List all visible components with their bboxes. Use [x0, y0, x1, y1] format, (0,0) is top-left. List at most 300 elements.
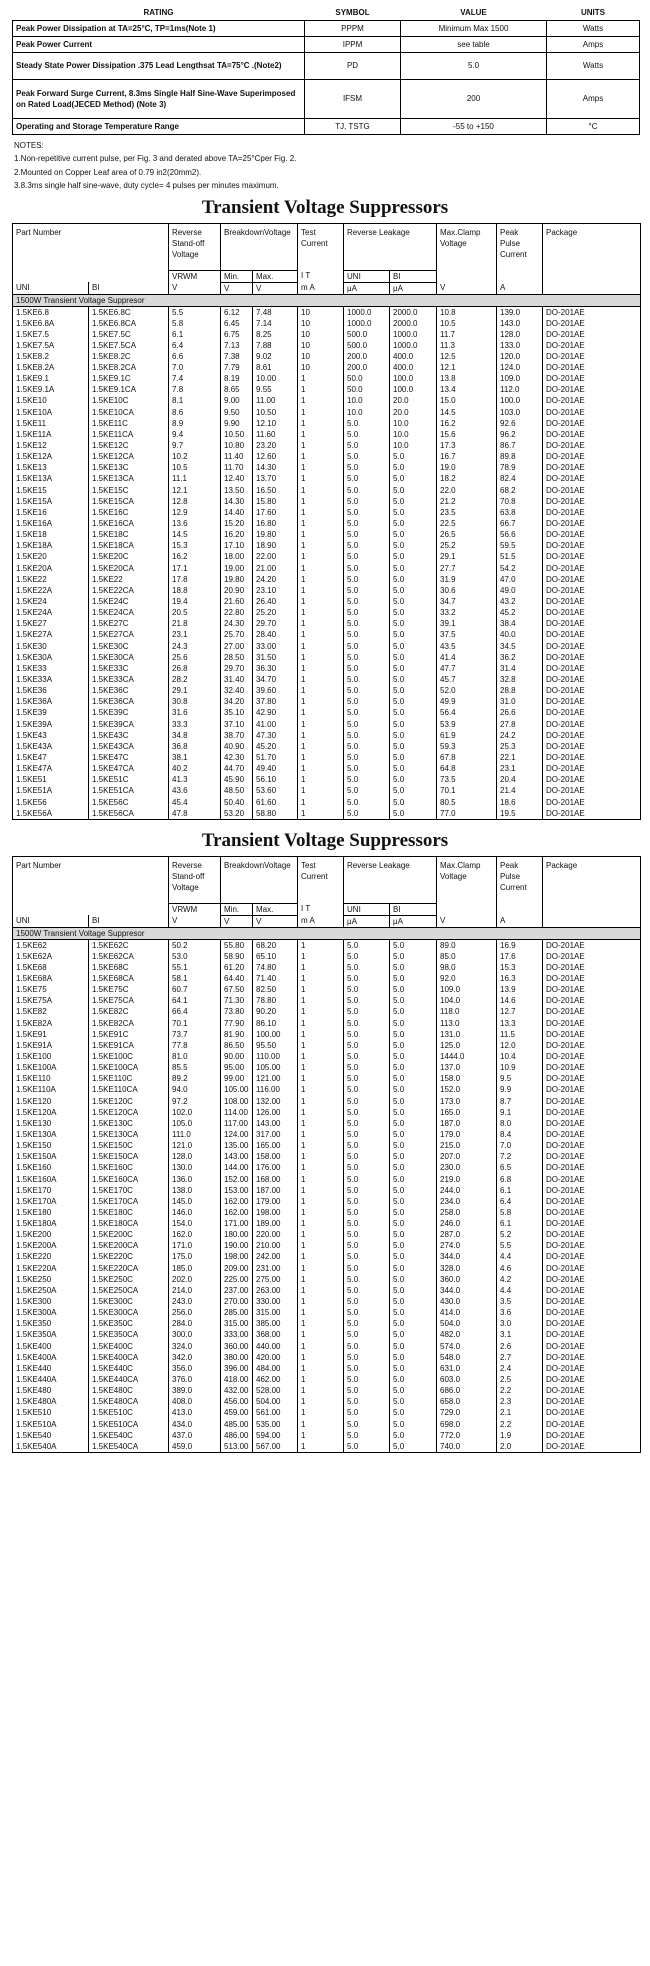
- vc-cell: 61.9: [437, 730, 497, 741]
- vbr-min-cell: 144.00: [221, 1162, 253, 1173]
- vrwm-cell: 11.1: [169, 473, 221, 484]
- vbr-min-cell: 432.00: [221, 1385, 253, 1396]
- vrwm-cell: 130.0: [169, 1162, 221, 1173]
- ir-uni-cell: 5.0: [344, 1407, 390, 1418]
- vc-cell: 344.0: [437, 1285, 497, 1296]
- ipp-cell: 2.1: [497, 1407, 543, 1418]
- uni-part-cell: 1.5KE13A: [13, 473, 89, 484]
- vrwm-cell: 23.1: [169, 629, 221, 640]
- vbr-max-cell: 242.00: [253, 1251, 298, 1262]
- vbr-max-cell: 86.10: [253, 1018, 298, 1029]
- package-cell: DO-201AE: [543, 540, 641, 551]
- vbr-min-cell: 237.00: [221, 1285, 253, 1296]
- ipp-cell: 28.8: [497, 685, 543, 696]
- vrwm-cell: 214.0: [169, 1285, 221, 1296]
- bi-part-cell: 1.5KE100C: [89, 1051, 169, 1062]
- uni-part-cell: 1.5KE11A: [13, 429, 89, 440]
- package-cell: DO-201AE: [543, 407, 641, 418]
- ir-uni-cell: 5.0: [344, 473, 390, 484]
- vbr-min-cell: 9.50: [221, 407, 253, 418]
- ir-uni-cell: 5.0: [344, 1196, 390, 1207]
- table-row: [13, 418, 641, 429]
- package-cell: DO-201AE: [543, 1341, 641, 1352]
- vrwm-cell: 128.0: [169, 1151, 221, 1162]
- ipp-cell: 23.1: [497, 763, 543, 774]
- ipp-cell: 78.9: [497, 462, 543, 473]
- package-cell: DO-201AE: [543, 362, 641, 373]
- uni-part-cell: 1.5KE480A: [13, 1396, 89, 1407]
- ipp-cell: 20.4: [497, 774, 543, 785]
- ir-uni-cell: 5.0: [344, 1151, 390, 1162]
- vc-cell: 27.7: [437, 563, 497, 574]
- vrwm-cell: 77.8: [169, 1040, 221, 1051]
- uni-part-cell: 1.5KE91: [13, 1029, 89, 1040]
- uni-part-cell: 1.5KE36A: [13, 696, 89, 707]
- ipp-cell: 6.4: [497, 1196, 543, 1207]
- ir-bi-cell: 5.0: [390, 1274, 437, 1285]
- ipp-cell: 2.5: [497, 1374, 543, 1385]
- vrwm-cell: 9.4: [169, 429, 221, 440]
- ipp-cell: 10.4: [497, 1051, 543, 1062]
- ir-uni-cell: 5.0: [344, 429, 390, 440]
- vbr-min-cell: 117.00: [221, 1118, 253, 1129]
- package-cell: DO-201AE: [543, 1096, 641, 1107]
- vrwm-cell: 66.4: [169, 1006, 221, 1017]
- ir-uni-cell: 5.0: [344, 563, 390, 574]
- vrwm-cell: 85.5: [169, 1062, 221, 1073]
- package-cell: DO-201AE: [543, 1151, 641, 1162]
- vbr-max-cell: 116.00: [253, 1084, 298, 1095]
- package-cell: DO-201AE: [543, 1396, 641, 1407]
- bi-part-cell: 1.5KE7.5CA: [89, 340, 169, 351]
- table-row: [13, 485, 641, 496]
- vbr-max-cell: 263.00: [253, 1285, 298, 1296]
- ir-bi-cell: 5.0: [390, 995, 437, 1006]
- ir-uni-cell: 5.0: [344, 1140, 390, 1151]
- vc-cell: 18.2: [437, 473, 497, 484]
- ipp-cell: 12.0: [497, 1040, 543, 1051]
- vbr-min-cell: 8.19: [221, 373, 253, 384]
- it-cell: 1: [298, 373, 344, 384]
- ir-uni-cell: 5.0: [344, 685, 390, 696]
- ir-bi-cell: 5.0: [390, 1062, 437, 1073]
- leakage-header: Reverse Leakage: [344, 856, 437, 903]
- vbr-max-cell: 220.00: [253, 1229, 298, 1240]
- ir-uni-cell: 5.0: [344, 1285, 390, 1296]
- bi-part-cell: 1.5KE56C: [89, 797, 169, 808]
- ir-bi-cell: 100.0: [390, 384, 437, 395]
- vrwm-cell: 6.1: [169, 329, 221, 340]
- tvs-table-2: [12, 856, 641, 1453]
- ipp-cell: 7.2: [497, 1151, 543, 1162]
- vbr-max-cell: 594.00: [253, 1430, 298, 1441]
- vrwm-cell: 9.7: [169, 440, 221, 451]
- ipp-cell: 112.0: [497, 384, 543, 395]
- bi-part-cell: 1.5KE130C: [89, 1118, 169, 1129]
- vc-cell: 17.3: [437, 440, 497, 451]
- uni-part-cell: 1.5KE400: [13, 1341, 89, 1352]
- unit-ma: m A: [298, 915, 344, 927]
- package-cell: DO-201AE: [543, 1274, 641, 1285]
- unit-ma: m A: [298, 282, 344, 294]
- package-cell: DO-201AE: [543, 329, 641, 340]
- uni-part-cell: 1.5KE18A: [13, 540, 89, 551]
- vrwm-cell: 459.0: [169, 1441, 221, 1453]
- vc-cell: 39.1: [437, 618, 497, 629]
- ir-uni-cell: 5.0: [344, 529, 390, 540]
- uni-part-cell: 1.5KE510A: [13, 1419, 89, 1430]
- package-cell: DO-201AE: [543, 1363, 641, 1374]
- it-cell: 1: [298, 685, 344, 696]
- symbol-cell: PD: [305, 52, 401, 79]
- uni-part-cell: 1.5KE510: [13, 1407, 89, 1418]
- vbr-min-cell: 18.00: [221, 551, 253, 562]
- table-row: [13, 1162, 641, 1173]
- vrwm-cell: 26.8: [169, 663, 221, 674]
- package-cell: DO-201AE: [543, 707, 641, 718]
- ir-bi-cell: 5.0: [390, 473, 437, 484]
- vc-cell: 414.0: [437, 1307, 497, 1318]
- ir-uni-cell: 5.0: [344, 730, 390, 741]
- ir-uni-cell: 5.0: [344, 1162, 390, 1173]
- bi-col-label: BI: [89, 915, 169, 927]
- ipp-cell: 63.8: [497, 507, 543, 518]
- vc-cell: 274.0: [437, 1240, 497, 1251]
- vrwm-cell: 36.8: [169, 741, 221, 752]
- ir-uni-cell: 5.0: [344, 1318, 390, 1329]
- ipp-cell: 40.0: [497, 629, 543, 640]
- unit-ua: μA: [344, 282, 390, 294]
- ir-bi-cell: 5.0: [390, 652, 437, 663]
- ir-bi-cell: 1000.0: [390, 340, 437, 351]
- uni-part-cell: 1.5KE10: [13, 395, 89, 406]
- ir-uni-cell: 5.0: [344, 1185, 390, 1196]
- uni-part-cell: 1.5KE33: [13, 663, 89, 674]
- value-cell: Minimum Max 1500: [401, 20, 547, 36]
- ipp-cell: 10.9: [497, 1062, 543, 1073]
- it-cell: 1: [298, 774, 344, 785]
- vrwm-cell: 111.0: [169, 1129, 221, 1140]
- vc-cell: 344.0: [437, 1251, 497, 1262]
- vbr-max-cell: 176.00: [253, 1162, 298, 1173]
- package-cell: DO-201AE: [543, 1018, 641, 1029]
- vbr-min-cell: 19.80: [221, 574, 253, 585]
- package-cell: DO-201AE: [543, 1174, 641, 1185]
- package-cell: DO-201AE: [543, 1006, 641, 1017]
- vc-cell: 10.8: [437, 306, 497, 318]
- vbr-max-cell: 9.55: [253, 384, 298, 395]
- vrwm-cell: 58.1: [169, 973, 221, 984]
- ipp-cell: 2.2: [497, 1419, 543, 1430]
- vbr-max-cell: 16.80: [253, 518, 298, 529]
- ipp-cell: 56.6: [497, 529, 543, 540]
- package-cell: DO-201AE: [543, 652, 641, 663]
- header-unit-row: [13, 282, 641, 294]
- ipp-cell: 100.0: [497, 395, 543, 406]
- ir-uni-cell: 5.0: [344, 1240, 390, 1251]
- ir-bi-cell: 5.0: [390, 563, 437, 574]
- it-cell: 1: [298, 741, 344, 752]
- blank-cell: [543, 903, 641, 915]
- vbr-min-cell: 86.50: [221, 1040, 253, 1051]
- breakdown-header: BreakdownVoltage: [221, 223, 298, 270]
- table-row: [13, 1407, 641, 1418]
- ir-bi-cell: 5.0: [390, 1084, 437, 1095]
- ir-uni-cell: 5.0: [344, 962, 390, 973]
- bi-part-cell: 1.5KE540CA: [89, 1441, 169, 1453]
- ir-bi-cell: 5.0: [390, 674, 437, 685]
- table-row: [13, 707, 641, 718]
- vbr-min-cell: 485.00: [221, 1419, 253, 1430]
- bi-part-cell: 1.5KE16C: [89, 507, 169, 518]
- table-row: [13, 1374, 641, 1385]
- vrwm-cell: 7.4: [169, 373, 221, 384]
- vrwm-cell: 121.0: [169, 1140, 221, 1151]
- it-cell: 1: [298, 1352, 344, 1363]
- ir-bi-cell: 5.0: [390, 663, 437, 674]
- table-row: [13, 1285, 641, 1296]
- it-cell: 1: [298, 1229, 344, 1240]
- uni-part-cell: 1.5KE130A: [13, 1129, 89, 1140]
- vrwm-cell: 356.0: [169, 1363, 221, 1374]
- ratings-row: [13, 36, 640, 52]
- it-cell: 1: [298, 1285, 344, 1296]
- ir-bi-cell: 5.0: [390, 607, 437, 618]
- ir-uni-cell: 200.0: [344, 362, 390, 373]
- vrwm-cell: 300.0: [169, 1329, 221, 1340]
- package-cell: DO-201AE: [543, 1296, 641, 1307]
- ir-uni-cell: 5.0: [344, 1096, 390, 1107]
- package-cell: DO-201AE: [543, 596, 641, 607]
- vbr-max-cell: 53.60: [253, 785, 298, 796]
- uni-part-cell: 1.5KE30A: [13, 652, 89, 663]
- vbr-min-cell: 64.40: [221, 973, 253, 984]
- bi-part-cell: 1.5KE47C: [89, 752, 169, 763]
- table-row: [13, 373, 641, 384]
- vrwm-cell: 138.0: [169, 1185, 221, 1196]
- vc-cell: 574.0: [437, 1341, 497, 1352]
- uni-part-cell: 1.5KE51A: [13, 785, 89, 796]
- ipp-cell: 5.5: [497, 1240, 543, 1251]
- vrwm-cell: 408.0: [169, 1396, 221, 1407]
- vrwm-cell: 30.8: [169, 696, 221, 707]
- it-cell: 1: [298, 574, 344, 585]
- package-cell: DO-201AE: [543, 741, 641, 752]
- ipp-cell: 2.2: [497, 1385, 543, 1396]
- table-row: [13, 1185, 641, 1196]
- ipp-cell: 21.4: [497, 785, 543, 796]
- vc-cell: 686.0: [437, 1385, 497, 1396]
- package-cell: DO-201AE: [543, 719, 641, 730]
- table-row: [13, 496, 641, 507]
- ir-bi-cell: 5.0: [390, 1419, 437, 1430]
- ir-bi-cell: 5.0: [390, 518, 437, 529]
- ir-uni-cell: 5.0: [344, 1018, 390, 1029]
- ir-bi-cell: 5.0: [390, 1285, 437, 1296]
- vc-cell: 22.0: [437, 485, 497, 496]
- vc-cell: 187.0: [437, 1118, 497, 1129]
- vc-cell: 1444.0: [437, 1051, 497, 1062]
- ir-bi-cell: 5.0: [390, 962, 437, 973]
- ir-uni-cell: 5.0: [344, 1307, 390, 1318]
- ir-bi-cell: 5.0: [390, 951, 437, 962]
- value-header: VALUE: [401, 6, 547, 20]
- vbr-min-cell: 11.40: [221, 451, 253, 462]
- vbr-max-cell: 90.20: [253, 1006, 298, 1017]
- vbr-max-cell: 143.00: [253, 1118, 298, 1129]
- vc-cell: 173.0: [437, 1096, 497, 1107]
- vbr-min-cell: 10.50: [221, 429, 253, 440]
- table-row: [13, 1207, 641, 1218]
- ipp-cell: 13.3: [497, 1018, 543, 1029]
- package-cell: DO-201AE: [543, 518, 641, 529]
- package-cell: DO-201AE: [543, 730, 641, 741]
- blank-cell: [13, 270, 169, 282]
- vc-cell: 603.0: [437, 1374, 497, 1385]
- ir-uni-cell: 5.0: [344, 418, 390, 429]
- bi-part-cell: 1.5KE110CA: [89, 1084, 169, 1095]
- ir-uni-cell: 5.0: [344, 763, 390, 774]
- bi-part-cell: 1.5KE12C: [89, 440, 169, 451]
- vrwm-label: VRWM: [169, 903, 221, 915]
- vc-cell: 33.2: [437, 607, 497, 618]
- vbr-max-cell: 528.00: [253, 1385, 298, 1396]
- table-row: [13, 1218, 641, 1229]
- ir-uni-cell: 500.0: [344, 340, 390, 351]
- uni-part-cell: 1.5KE18: [13, 529, 89, 540]
- ir-bi-cell: 5.0: [390, 752, 437, 763]
- table-row: [13, 1029, 641, 1040]
- uni-part-cell: 1.5KE8.2A: [13, 362, 89, 373]
- ir-bi-cell: 5.0: [390, 685, 437, 696]
- vc-cell: 548.0: [437, 1352, 497, 1363]
- vrwm-cell: 60.7: [169, 984, 221, 995]
- ir-uni-cell: 5.0: [344, 674, 390, 685]
- vbr-max-cell: 275.00: [253, 1274, 298, 1285]
- package-cell: DO-201AE: [543, 585, 641, 596]
- ir-uni-cell: 5.0: [344, 995, 390, 1006]
- table-row: [13, 1352, 641, 1363]
- bi-part-cell: 1.5KE51CA: [89, 785, 169, 796]
- package-cell: DO-201AE: [543, 1140, 641, 1151]
- it-cell: 1: [298, 1240, 344, 1251]
- bi-part-cell: 1.5KE24CA: [89, 607, 169, 618]
- vbr-max-cell: 82.50: [253, 984, 298, 995]
- vbr-max-cell: 10.00: [253, 373, 298, 384]
- uni-part-cell: 1.5KE39A: [13, 719, 89, 730]
- bi-part-cell: 1.5KE120C: [89, 1096, 169, 1107]
- bi-label: BI: [390, 270, 437, 282]
- package-cell: DO-201AE: [543, 1352, 641, 1363]
- vbr-max-cell: 13.70: [253, 473, 298, 484]
- vc-cell: 98.0: [437, 962, 497, 973]
- package-cell: DO-201AE: [543, 563, 641, 574]
- vbr-max-cell: 34.70: [253, 674, 298, 685]
- vbr-max-cell: 8.25: [253, 329, 298, 340]
- package-cell: DO-201AE: [543, 1118, 641, 1129]
- package-cell: DO-201AE: [543, 995, 641, 1006]
- table-row: [13, 962, 641, 973]
- unit-cell: Amps: [547, 79, 640, 118]
- vc-cell: 430.0: [437, 1296, 497, 1307]
- vc-cell: 12.1: [437, 362, 497, 373]
- uni-part-cell: 1.5KE250: [13, 1274, 89, 1285]
- vc-cell: 19.0: [437, 462, 497, 473]
- rating-cell: Steady State Power Dissipation .375 Lead Lengthsat TA=75°C .(Note2): [13, 52, 305, 79]
- uni-col-label: UNI: [13, 915, 89, 927]
- package-cell: DO-201AE: [543, 395, 641, 406]
- uni-part-cell: 1.5KE150: [13, 1140, 89, 1151]
- ipp-cell: 4.2: [497, 1274, 543, 1285]
- ir-uni-cell: 5.0: [344, 451, 390, 462]
- uni-part-cell: 1.5KE56A: [13, 808, 89, 820]
- vbr-max-cell: 28.40: [253, 629, 298, 640]
- vc-cell: 59.3: [437, 741, 497, 752]
- ir-uni-cell: 5.0: [344, 1374, 390, 1385]
- ir-bi-cell: 5.0: [390, 462, 437, 473]
- table-row: [13, 785, 641, 796]
- bi-part-cell: 1.5KE22: [89, 574, 169, 585]
- it-cell: 1: [298, 962, 344, 973]
- bi-part-cell: 1.5KE400C: [89, 1341, 169, 1352]
- vbr-min-cell: 162.00: [221, 1196, 253, 1207]
- it-cell: 1: [298, 1051, 344, 1062]
- it-cell: 1: [298, 674, 344, 685]
- value-cell: see table: [401, 36, 547, 52]
- package-cell: DO-201AE: [543, 797, 641, 808]
- rating-cell: Peak Power Current: [13, 36, 305, 52]
- table-row: [13, 1318, 641, 1329]
- vc-cell: 85.0: [437, 951, 497, 962]
- ipp-cell: 66.7: [497, 518, 543, 529]
- unit-cell: Watts: [547, 20, 640, 36]
- ir-bi-cell: 5.0: [390, 1341, 437, 1352]
- vrwm-cell: 8.6: [169, 407, 221, 418]
- uni-part-cell: 1.5KE150A: [13, 1151, 89, 1162]
- package-cell: DO-201AE: [543, 1207, 641, 1218]
- ir-bi-cell: 5.0: [390, 1129, 437, 1140]
- ipp-cell: 36.2: [497, 652, 543, 663]
- bi-part-cell: 1.5KE13C: [89, 462, 169, 473]
- vc-cell: 246.0: [437, 1218, 497, 1229]
- bi-part-cell: 1.5KE68C: [89, 962, 169, 973]
- it-cell: 1: [298, 652, 344, 663]
- ir-bi-cell: 1000.0: [390, 329, 437, 340]
- table-row: [13, 797, 641, 808]
- bi-part-cell: 1.5KE10CA: [89, 407, 169, 418]
- uni-part-cell: 1.5KE9.1: [13, 373, 89, 384]
- ir-bi-cell: 5.0: [390, 529, 437, 540]
- group-label: 1500W Transient Voltage Suppresor: [13, 927, 641, 939]
- min-label: Min.: [221, 903, 253, 915]
- ir-bi-cell: 5.0: [390, 1218, 437, 1229]
- vbr-min-cell: 99.00: [221, 1073, 253, 1084]
- vbr-min-cell: 35.10: [221, 707, 253, 718]
- ir-uni-cell: 5.0: [344, 719, 390, 730]
- package-cell: DO-201AE: [543, 808, 641, 820]
- blank-cell: [437, 903, 497, 915]
- vbr-min-cell: 14.30: [221, 496, 253, 507]
- table-row: [13, 663, 641, 674]
- ir-uni-cell: 5.0: [344, 485, 390, 496]
- vbr-min-cell: 333.00: [221, 1329, 253, 1340]
- ir-bi-cell: 5.0: [390, 719, 437, 730]
- blank-cell: [13, 903, 169, 915]
- ipp-cell: 49.0: [497, 585, 543, 596]
- uni-part-cell: 1.5KE15: [13, 485, 89, 496]
- bi-part-cell: 1.5KE20CA: [89, 563, 169, 574]
- bi-part-cell: 1.5KE110C: [89, 1073, 169, 1084]
